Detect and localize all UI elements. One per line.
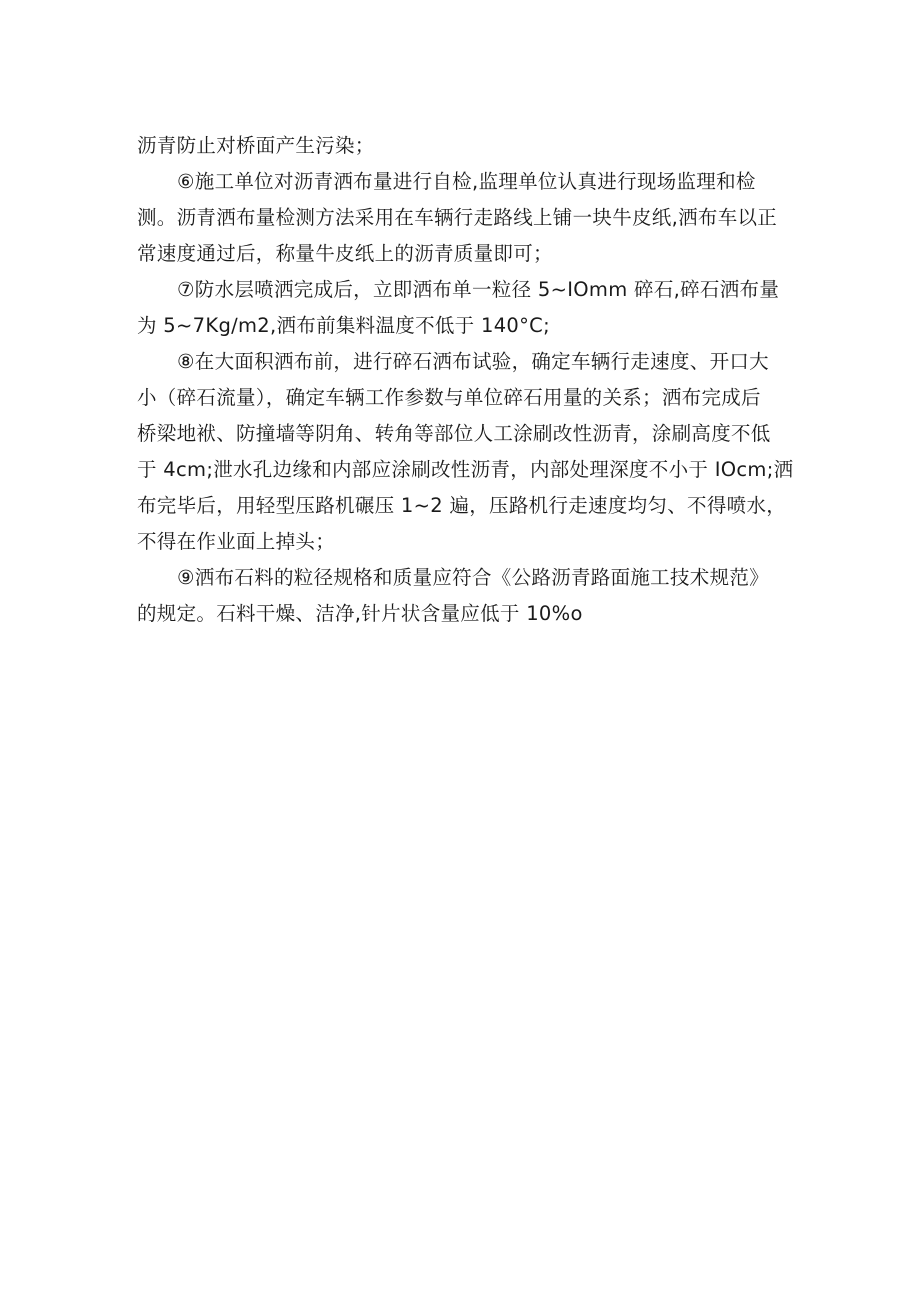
text-line: 测。沥青洒布量检测方法采用在车辆行走路线上铺一块牛皮纸,洒布车以正	[137, 206, 778, 229]
text-line: 小（碎石流量），确定车辆工作参数与单位碎石用量的关系；洒布完成后	[137, 386, 761, 409]
text-line: 不得在作业面上掉头；	[137, 530, 336, 553]
text-line: ⑦防水层喷洒完成后，立即洒布单一粒径 5~IOmm 碎石,碎石洒布量	[177, 278, 780, 301]
text-line: ⑥施工单位对沥青洒布量进行自检,监理单位认真进行现场监理和检	[177, 170, 756, 193]
paragraph-item-7	[137, 272, 787, 344]
document-body	[137, 128, 794, 632]
text-line: ⑨洒布石料的粒径规格和质量应符合《公路沥青路面施工技术规范》	[177, 566, 769, 589]
paragraph-item-8	[137, 344, 794, 560]
text-line: 常速度通过后，称量牛皮纸上的沥青质量即可；	[137, 242, 553, 265]
paragraph-continuation	[137, 128, 787, 164]
paragraph-item-6	[137, 164, 787, 272]
text-line: 的规定。石料干燥、洁净,针片状含量应低于 10%o	[137, 602, 583, 625]
text-line: ⑧在大面积洒布前，进行碎石洒布试验，确定车辆行走速度、开口大	[177, 350, 769, 373]
paragraph-item-9	[137, 560, 787, 632]
text-line: 沥青防止对桥面产生污染；	[137, 134, 375, 157]
text-line: 为 5~7Kg∕m2,洒布前集料温度不低于 140°C;	[137, 314, 550, 337]
text-line: 桥梁地袱、防撞墙等阴角、转角等部位人工涂刷改性沥青，涂刷高度不低	[137, 422, 771, 445]
text-line: 于 4cm;泄水孔边缘和内部应涂刷改性沥青，内部处理深度不小于 IOcm;洒	[137, 458, 794, 481]
text-line: 布完毕后，用轻型压路机碾压 1~2 遍，压路机行走速度均匀、不得喷水，	[137, 494, 787, 517]
